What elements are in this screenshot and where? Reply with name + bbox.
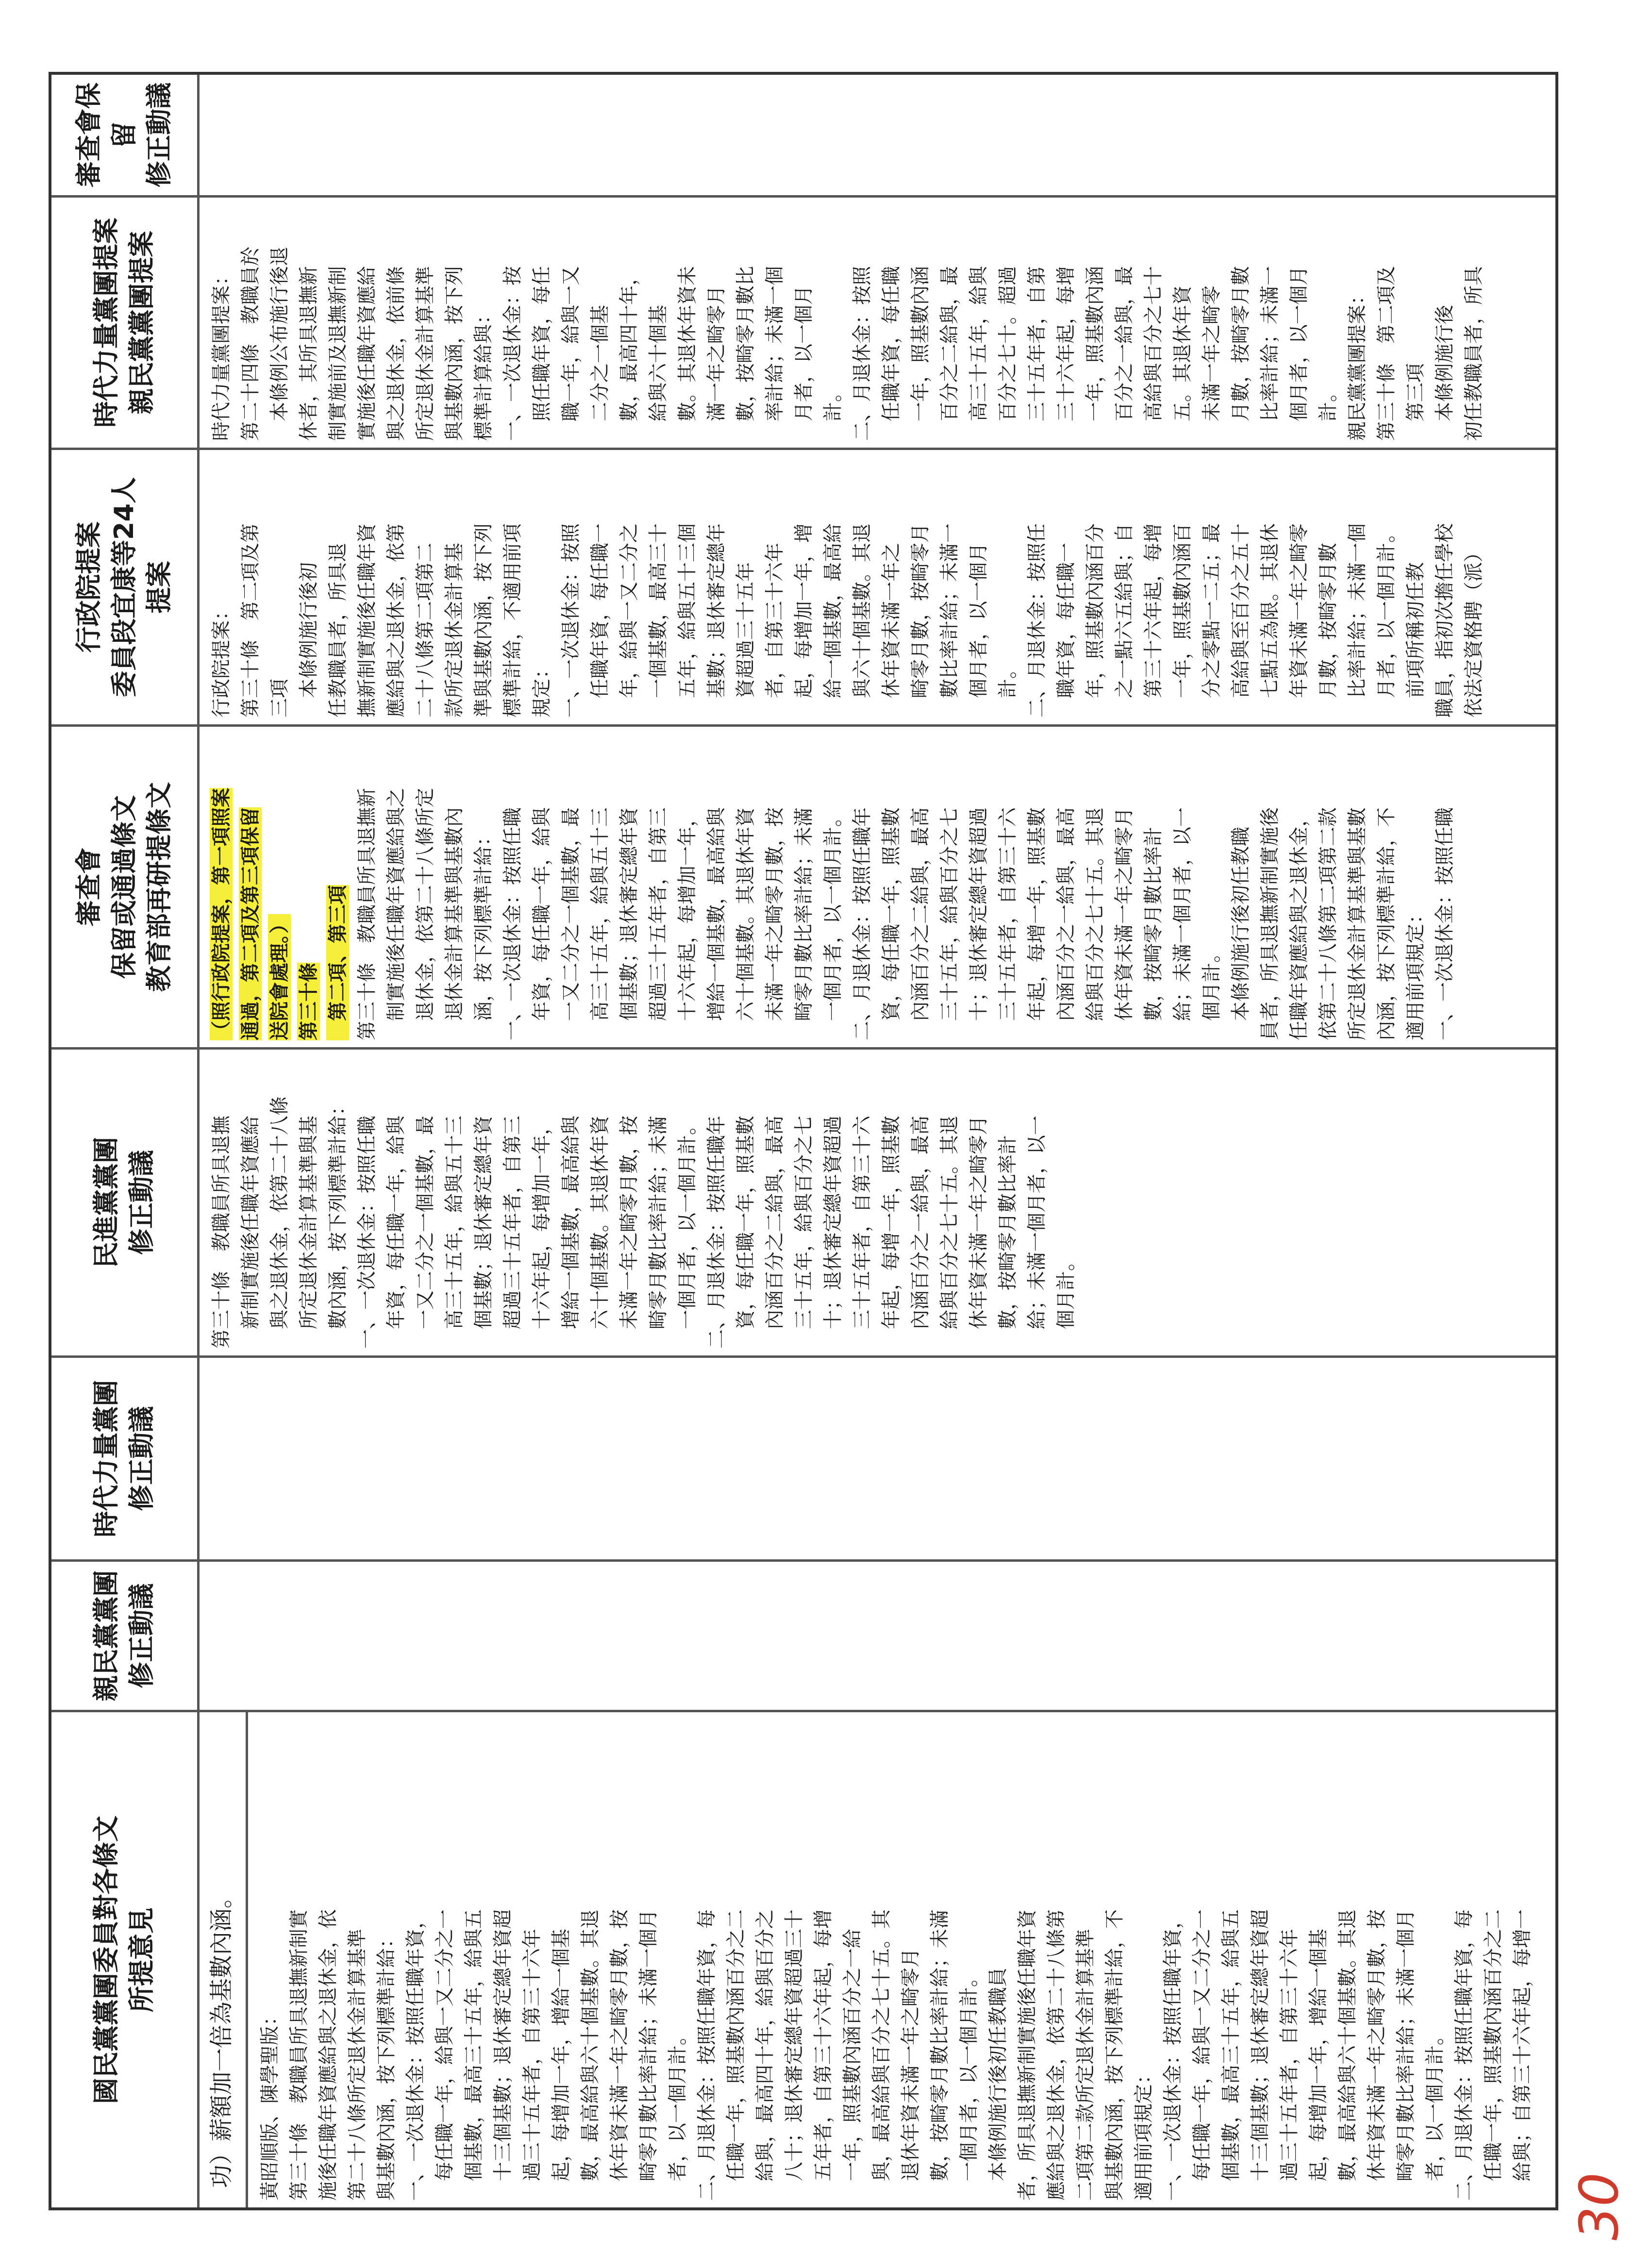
text-line: 一個月者，以一個月計。	[822, 807, 844, 1040]
column-dpp	[51, 1050, 1555, 1358]
text-line: 十三個基數；退休審定總年資超	[1249, 1909, 1271, 2201]
text-line: 二項第二款所定退休金計算基準	[1074, 1929, 1097, 2201]
text-line: 資超過三十五年	[734, 562, 757, 718]
text-line: 百分之二給與，最	[938, 266, 961, 441]
text-line: 休年資未滿一年之	[880, 543, 902, 718]
text-line: 未滿一年之畸零月數，按	[618, 1116, 640, 1349]
text-line: 高三十五年，給與五十三	[443, 1116, 466, 1349]
text-line: 月數，按畸零月數	[1230, 266, 1252, 441]
text-line: 一、一次退休金：按照任職年資，	[1162, 1909, 1184, 2201]
header-line: 民進黨黨團	[91, 1137, 122, 1268]
text-line: 高給與至百分之五十	[1230, 523, 1252, 718]
column-body	[207, 734, 1549, 1040]
text-line: 任職一年，照基數內涵百分之二	[1482, 1909, 1504, 2201]
text-line: 撫新制實施後任職年資	[356, 523, 378, 718]
header-line: 國民黨黨團委員對各條文	[91, 1816, 122, 2104]
handwritten-page-number: 30	[1568, 2172, 1630, 2240]
header-line: 審查會保留	[73, 83, 139, 187]
header-line: 時代力量黨團提案	[91, 217, 122, 428]
text-line: 制實施前及退撫新制	[327, 266, 349, 441]
text-line: 應給與之退休金，依第二十八條第	[1045, 1909, 1068, 2201]
text-line: 與基數內涵，按下列標準計給：	[375, 1929, 398, 2201]
text-line: 一、一次退休金：按	[501, 266, 524, 441]
text-line: 過三十五年者，自第三十六年	[521, 1929, 543, 2201]
text-line: 第二十四條 教職員於	[239, 247, 262, 441]
text-line: 三十五年，給與百分之七	[938, 807, 961, 1040]
text-line: 高三十五年，給與五十三	[589, 807, 611, 1040]
text-line: 規定：	[531, 659, 553, 718]
text-line: 比率計給；未滿一	[1259, 266, 1281, 441]
text-line: 與之退休金，依前條	[385, 266, 407, 441]
column-body	[207, 1056, 1549, 1349]
text-line: 內涵百分之二給與，最高	[909, 807, 932, 1040]
text-line: 八十；退休審定總年資超過三十	[783, 1909, 805, 2201]
text-line: 給一個基數，最高給	[822, 523, 844, 718]
text-line: 本條例施行後初	[298, 562, 320, 718]
text-line: 給與；自第三十六年起，每增一	[1511, 1909, 1534, 2201]
text-line: 時代力量黨團提案：	[210, 266, 233, 441]
text-line: 個基數，最高三十五年，給與五	[463, 1909, 485, 2201]
text-line: 休年資未滿一年之畸零月數，按	[1366, 1909, 1388, 2201]
text-line: 二分之一個基	[589, 305, 611, 441]
salary-note: 功）薪額加一倍為基數內涵。	[197, 1712, 248, 2207]
text-line: 制實施後任職年資應給與之	[385, 788, 407, 1040]
text-line: 十；退休審定總年資超過	[968, 807, 990, 1040]
text-line: 標準計算給與：	[472, 305, 495, 441]
text-line: 第三十條 第二項及第	[239, 523, 262, 718]
text-line: 二、月退休金：按照	[851, 266, 873, 441]
text-line: 適用前項規定：	[1133, 2065, 1155, 2201]
text-line: 與六十個基數。其退	[851, 523, 873, 718]
text-line: 休年資未滿一年之畸零月數，按	[608, 1909, 631, 2201]
text-line: 百分之七十。超過	[997, 266, 1019, 441]
text-line: 退休年資未滿一年之畸零月	[900, 1948, 922, 2201]
text-line: 給；未滿一個月者，以一	[1026, 1116, 1048, 1349]
text-line: 滿一年之畸零月	[705, 285, 728, 441]
text-line: 給；未滿一個月者，以一	[1171, 807, 1194, 1040]
text-line: 任職一年，照基數內涵百分之二	[725, 1909, 747, 2201]
comparison-table	[49, 72, 1558, 2210]
column-header	[51, 198, 200, 448]
text-line: 年資未滿一年之畸零	[1288, 523, 1310, 718]
header-line: 教育部再研提條文	[144, 782, 175, 992]
text-line: 畸零月數比率計給；未滿	[647, 1116, 669, 1349]
text-line: 計。	[997, 659, 1019, 718]
text-line: 內涵百分之一給與，最高	[909, 1116, 932, 1349]
text-line: 個基數；退休審定總年資	[618, 807, 640, 1040]
text-line: 者，以一個月計。	[667, 2026, 689, 2201]
text-line: 二、月退休金：按照任職年資，每	[696, 1909, 718, 2201]
text-line: 分之零點一二五；最	[1201, 523, 1223, 718]
header-line: 委員段宜康等24人	[108, 477, 139, 698]
column-header	[51, 1712, 200, 2207]
highlight-line: 第三十條	[297, 963, 320, 1040]
text-line: 休年資未滿一年之畸零月	[968, 1116, 990, 1349]
text-line: 者，以一個月計。	[1424, 2026, 1446, 2201]
text-line: 年，給與一又二分之	[618, 523, 640, 718]
text-line: 十六年起，每增加一年，	[531, 1116, 553, 1349]
header-line: 行政院提案	[73, 521, 104, 653]
column-executive	[51, 450, 1555, 727]
text-line: 每任職一年，給與一又二分之一	[434, 1909, 456, 2201]
text-line: 高三十五年，給與	[968, 266, 990, 441]
header-line: 修正動議	[126, 1406, 157, 1511]
text-line: 第三十六年起，每增	[1142, 523, 1165, 718]
text-line: 月數，按畸零月數	[1317, 543, 1339, 718]
column-header	[51, 1358, 200, 1559]
text-line: 第三十條 第二項及	[1375, 266, 1398, 441]
text-line: 過三十五年者，自第三十六年	[1278, 1929, 1301, 2201]
text-line: 數內涵，按下列標準計給：	[327, 1096, 349, 1349]
text-line: 增給一個基數，最高給與	[705, 807, 728, 1040]
header-line: 修正動議	[126, 1150, 157, 1255]
text-line: 三十六年起，每增	[1055, 266, 1077, 441]
header-line: 時代力量黨團	[91, 1380, 122, 1537]
text-line: 十六年起，每增加一年，	[676, 807, 699, 1040]
text-line: 數，最高四十年，	[618, 266, 640, 441]
text-line: 七點五為限。其退休	[1259, 523, 1281, 718]
text-line: 應給與之退休金，依第	[385, 523, 407, 718]
text-line: 一年，照基數內涵百分之一給	[841, 1929, 864, 2201]
text-line: 增給一個基數，最高給與	[560, 1116, 582, 1349]
text-line: 數比率計給；未滿一	[938, 523, 961, 718]
text-line: 計。	[1317, 383, 1339, 441]
text-line: 未滿一年之畸零月數，按	[764, 807, 786, 1040]
text-line: 六十個基數。其退休年資	[589, 1116, 611, 1349]
text-line: 一年，照基數內涵百	[1171, 523, 1194, 718]
text-line: 二、月退休金：按照任	[1026, 523, 1048, 718]
text-line: 本條例公布施行後退	[268, 247, 291, 441]
text-line: 個月者，以一個月	[1288, 266, 1310, 441]
text-line: 個月計。	[1055, 1252, 1077, 1349]
text-line: 數，最高給與六十個基數。其退	[579, 1909, 601, 2201]
column-header	[51, 1562, 200, 1710]
text-line: 職年資，每任職一	[1055, 543, 1077, 718]
header-line: 修正動議	[126, 1583, 157, 1688]
text-line: 一個月者，以一個月計。	[676, 1116, 699, 1349]
text-line: 任教職員者，所具退	[327, 543, 349, 718]
text-line: 基數；退休審定總年	[705, 523, 728, 718]
text-line: 每任職一年，給與一又二分之一	[1191, 1909, 1213, 2201]
header-line: 所提意見	[126, 1907, 157, 2012]
text-line: 一、一次退休金：按照	[560, 523, 582, 718]
highlight-line: 送院會處理。）	[268, 914, 291, 1040]
text-line: 給與百分之七十五。其退	[938, 1116, 961, 1349]
header-line: 提案	[144, 561, 175, 614]
text-line: 照任職年資，每任	[531, 266, 553, 441]
header-line: 保留或通過條文	[108, 795, 139, 979]
text-line: 親民黨黨團提案：	[1346, 285, 1368, 441]
text-line: 內涵百分之一給與，最高	[1055, 807, 1077, 1040]
text-line: 之一點六五給與；自	[1113, 523, 1135, 718]
text-line: 行政院提案：	[210, 601, 233, 718]
text-line: 黃昭順版、陳學聖版：	[259, 2006, 281, 2201]
text-line: 個月計。	[1201, 943, 1223, 1040]
text-line: 本條例施行後	[1434, 305, 1456, 441]
header-line: 親民黨黨團提案	[126, 231, 157, 415]
text-line: 一、一次退休金：按照任職年資，	[404, 1909, 427, 2201]
text-line: 二、月退休金：按照任職年資，每	[1453, 1909, 1475, 2201]
text-line: 數，按畸零月數比	[734, 266, 757, 441]
text-line: 二、月退休金：按照任職年	[705, 1116, 728, 1349]
text-line: 年資，每任職一年，給與	[531, 807, 553, 1040]
text-line: 計。	[822, 383, 844, 441]
highlight-line: （照行政院提案，第一項照案	[210, 788, 233, 1040]
column-review	[51, 727, 1555, 1050]
text-line: 未滿一年之畸零	[1201, 285, 1223, 441]
text-line: 給與，最高四十年，給與百分之	[754, 1909, 776, 2201]
text-line: 二、月退休金：按照任職年	[851, 807, 873, 1040]
column-header	[51, 727, 200, 1047]
column-body	[255, 1719, 1549, 2201]
text-line: 適用前項規定：	[1404, 904, 1427, 1040]
text-line: 月者，以一個月	[793, 285, 815, 441]
text-line: 五年者，自第三十六年起，每增	[812, 1909, 834, 2201]
text-line: 所定退休金計算基準與基數	[1346, 807, 1368, 1040]
text-line: 休年資未滿一年之畸零月	[1113, 807, 1135, 1040]
text-line: 職員，指初次擔任學校	[1434, 523, 1456, 718]
text-line: 三十五年，給與百分之七	[793, 1116, 815, 1349]
text-line: 年資，每任職一年，給與	[385, 1116, 407, 1349]
text-line: 施後任職年資應給與之退休金，依	[317, 1909, 339, 2201]
text-line: 個基數；退休審定總年資	[472, 1116, 495, 1349]
text-line: 第二十八條所定退休金計算基準	[346, 1929, 368, 2201]
text-line: 數，按畸零月數比率計	[1142, 827, 1165, 1040]
text-line: 第三十條 教職員所具退撫新	[356, 788, 378, 1040]
text-line: 第三十條 教職員所具退撫	[210, 1116, 233, 1349]
column-header	[51, 450, 200, 724]
highlight-line: 第二項、第三項	[326, 885, 349, 1040]
column-header	[51, 75, 200, 195]
text-line: 休者，其所具退撫新	[298, 266, 320, 441]
text-line: 新制實施後任職年資應給	[239, 1116, 262, 1349]
text-line: 前項所稱初任教	[1404, 562, 1427, 718]
text-line: 數，按畸零月數比率計給；未滿	[929, 1909, 951, 2201]
text-line: 比率計給；未滿一個	[1346, 523, 1368, 718]
text-line: 數，按畸零月數比率計	[997, 1135, 1019, 1349]
text-line: 十；退休審定總年資超過	[822, 1116, 844, 1349]
column-header	[51, 1050, 200, 1355]
header-line: 親民黨黨團	[91, 1570, 122, 1702]
text-line: 依第二十八條第二項第二款	[1317, 807, 1339, 1040]
text-line: 率計給；未滿一個	[764, 266, 786, 441]
text-line: 任職年資，每任職一	[589, 523, 611, 718]
header-line: 修正動議	[144, 83, 175, 187]
text-line: 五年，給與五十三個	[676, 523, 699, 718]
column-pfp-motion	[51, 1562, 1555, 1712]
text-line: 所定退休金計算基準	[414, 266, 436, 441]
text-line: 任職年資應給與之退休金，	[1288, 807, 1310, 1040]
text-line: 三十五年者，自第三十六	[997, 807, 1019, 1040]
column-npp-proposal	[51, 198, 1555, 450]
text-line: 畸零月數比率計給；未滿	[793, 807, 815, 1040]
text-line: 個基數，最高三十五年，給與五	[1220, 1909, 1242, 2201]
text-line: 年起，每增一年，照基數	[880, 1116, 902, 1349]
text-line: 實施後任職年資應給	[356, 266, 378, 441]
text-line: 與之退休金，依第二十八條	[268, 1096, 291, 1349]
text-line: 超過三十五年者，自第三	[501, 1116, 524, 1349]
text-line: 一、一次退休金：按照任職	[501, 807, 524, 1040]
column-review-reserve	[51, 75, 1555, 198]
text-line: 一年，照基數內涵	[1084, 266, 1106, 441]
text-line: 一個月者，以一個月計。	[958, 1968, 980, 2201]
text-line: 超過三十五年者，自第三	[647, 807, 669, 1040]
text-line: 與基數內涵，按下列	[443, 266, 466, 441]
text-line: 與基數內涵，按下列標準計給，不	[1103, 1909, 1126, 2201]
text-line: 所定退休金計算基準與基	[298, 1116, 320, 1349]
text-line: 與，最高給與百分之七十五。其	[870, 1909, 893, 2201]
text-line: 退休金計算基準與基數內	[443, 807, 466, 1040]
text-line: 三十五年者，自第	[1026, 266, 1048, 441]
text-line: 十三個基數；退休審定總年資超	[492, 1909, 514, 2201]
header-line: 審查會	[73, 848, 104, 926]
text-line: 給與六十個基	[647, 305, 669, 441]
text-line: 款所定退休金計算基	[443, 543, 466, 718]
text-line: 職一年，給與一又	[560, 266, 582, 441]
column-body	[207, 204, 1549, 441]
text-line: 者，自第三十六年	[764, 543, 786, 718]
column-npp-motion	[51, 1358, 1555, 1562]
text-line: 第三十條 教職員所具退撫新制實	[288, 1909, 310, 2201]
text-line: 一又二分之一個基數，最	[560, 807, 582, 1040]
text-line: 給與百分之七十五。其退	[1084, 807, 1106, 1040]
text-line: 任職年資，每任職	[880, 266, 902, 441]
text-line: 高給與百分之七十	[1142, 266, 1165, 441]
text-line: 數。其退休年資未	[676, 266, 699, 441]
text-line: 一又二分之一個基數，最	[414, 1116, 436, 1349]
text-line: 涵，按下列標準計給：	[472, 827, 495, 1040]
text-line: 年起，每增一年，照基數	[1026, 807, 1048, 1040]
text-line: 百分之一給與，最	[1113, 266, 1135, 441]
text-line: 畸零月數比率計給；未滿一個月	[637, 1909, 660, 2201]
text-line: 第三項	[1404, 363, 1427, 441]
text-line: 年，照基數內涵百分	[1084, 523, 1106, 718]
text-line: 員者，所具退撫新制實施後	[1259, 807, 1281, 1040]
text-line: 月者，以一個月計。	[1375, 523, 1398, 718]
text-line: 三十五年者，自第三十六	[851, 1116, 873, 1349]
text-line: 內涵百分之二給與，最高	[764, 1116, 786, 1349]
text-line: 畸零月數比率計給；未滿一個月	[1395, 1909, 1417, 2201]
text-line: 依法定資格聘（派）	[1463, 543, 1485, 718]
text-line: 準與基數內涵，按下列	[472, 523, 495, 718]
text-line: 個月者，以一個月	[968, 543, 990, 718]
text-line: 六十個基數。其退休年資	[734, 807, 757, 1040]
text-line: 一、一次退休金：按照任職	[356, 1116, 378, 1349]
text-line: 一年，照基數內涵	[909, 266, 932, 441]
column-kmt	[51, 1712, 1555, 2207]
text-line: 本條例施行後初任教職員	[987, 1968, 1009, 2201]
text-line: 起，每增加一年，增	[793, 523, 815, 718]
text-line: 一、一次退休金：按照任職	[1434, 807, 1456, 1040]
text-line: 起，每增加一年，增給一個基	[550, 1929, 572, 2201]
text-line: 者，所具退撫新制實施後任職年資	[1016, 1909, 1038, 2201]
text-line: 數，最高給與六十個基數。其退	[1336, 1909, 1359, 2201]
text-line: 起，每增加一年，增給一個基	[1307, 1929, 1330, 2201]
text-line: 退休金，依第二十八條所定	[414, 788, 436, 1040]
highlight-line: 通過，第二項及第三項保留	[239, 807, 262, 1040]
text-line: 本條例施行後初任教職	[1230, 827, 1252, 1040]
column-body	[207, 457, 1549, 718]
text-line: 初任教職員者，所具	[1463, 266, 1485, 441]
text-line: 畸零月數，按畸零月	[909, 523, 932, 718]
text-line: 三項	[268, 679, 291, 718]
text-line: 標準計給，不適用前項	[501, 523, 524, 718]
text-line: 一個基數，最高三十	[647, 523, 669, 718]
text-line: 資，每任職一年，照基數	[880, 807, 902, 1040]
text-line: 資，每任職一年，照基數	[734, 1116, 757, 1349]
text-line: 內涵，按下列標準計給，不	[1375, 807, 1398, 1040]
text-line: 二十八條第二項第二	[414, 543, 436, 718]
text-line: 五。其退休年資	[1171, 285, 1194, 441]
